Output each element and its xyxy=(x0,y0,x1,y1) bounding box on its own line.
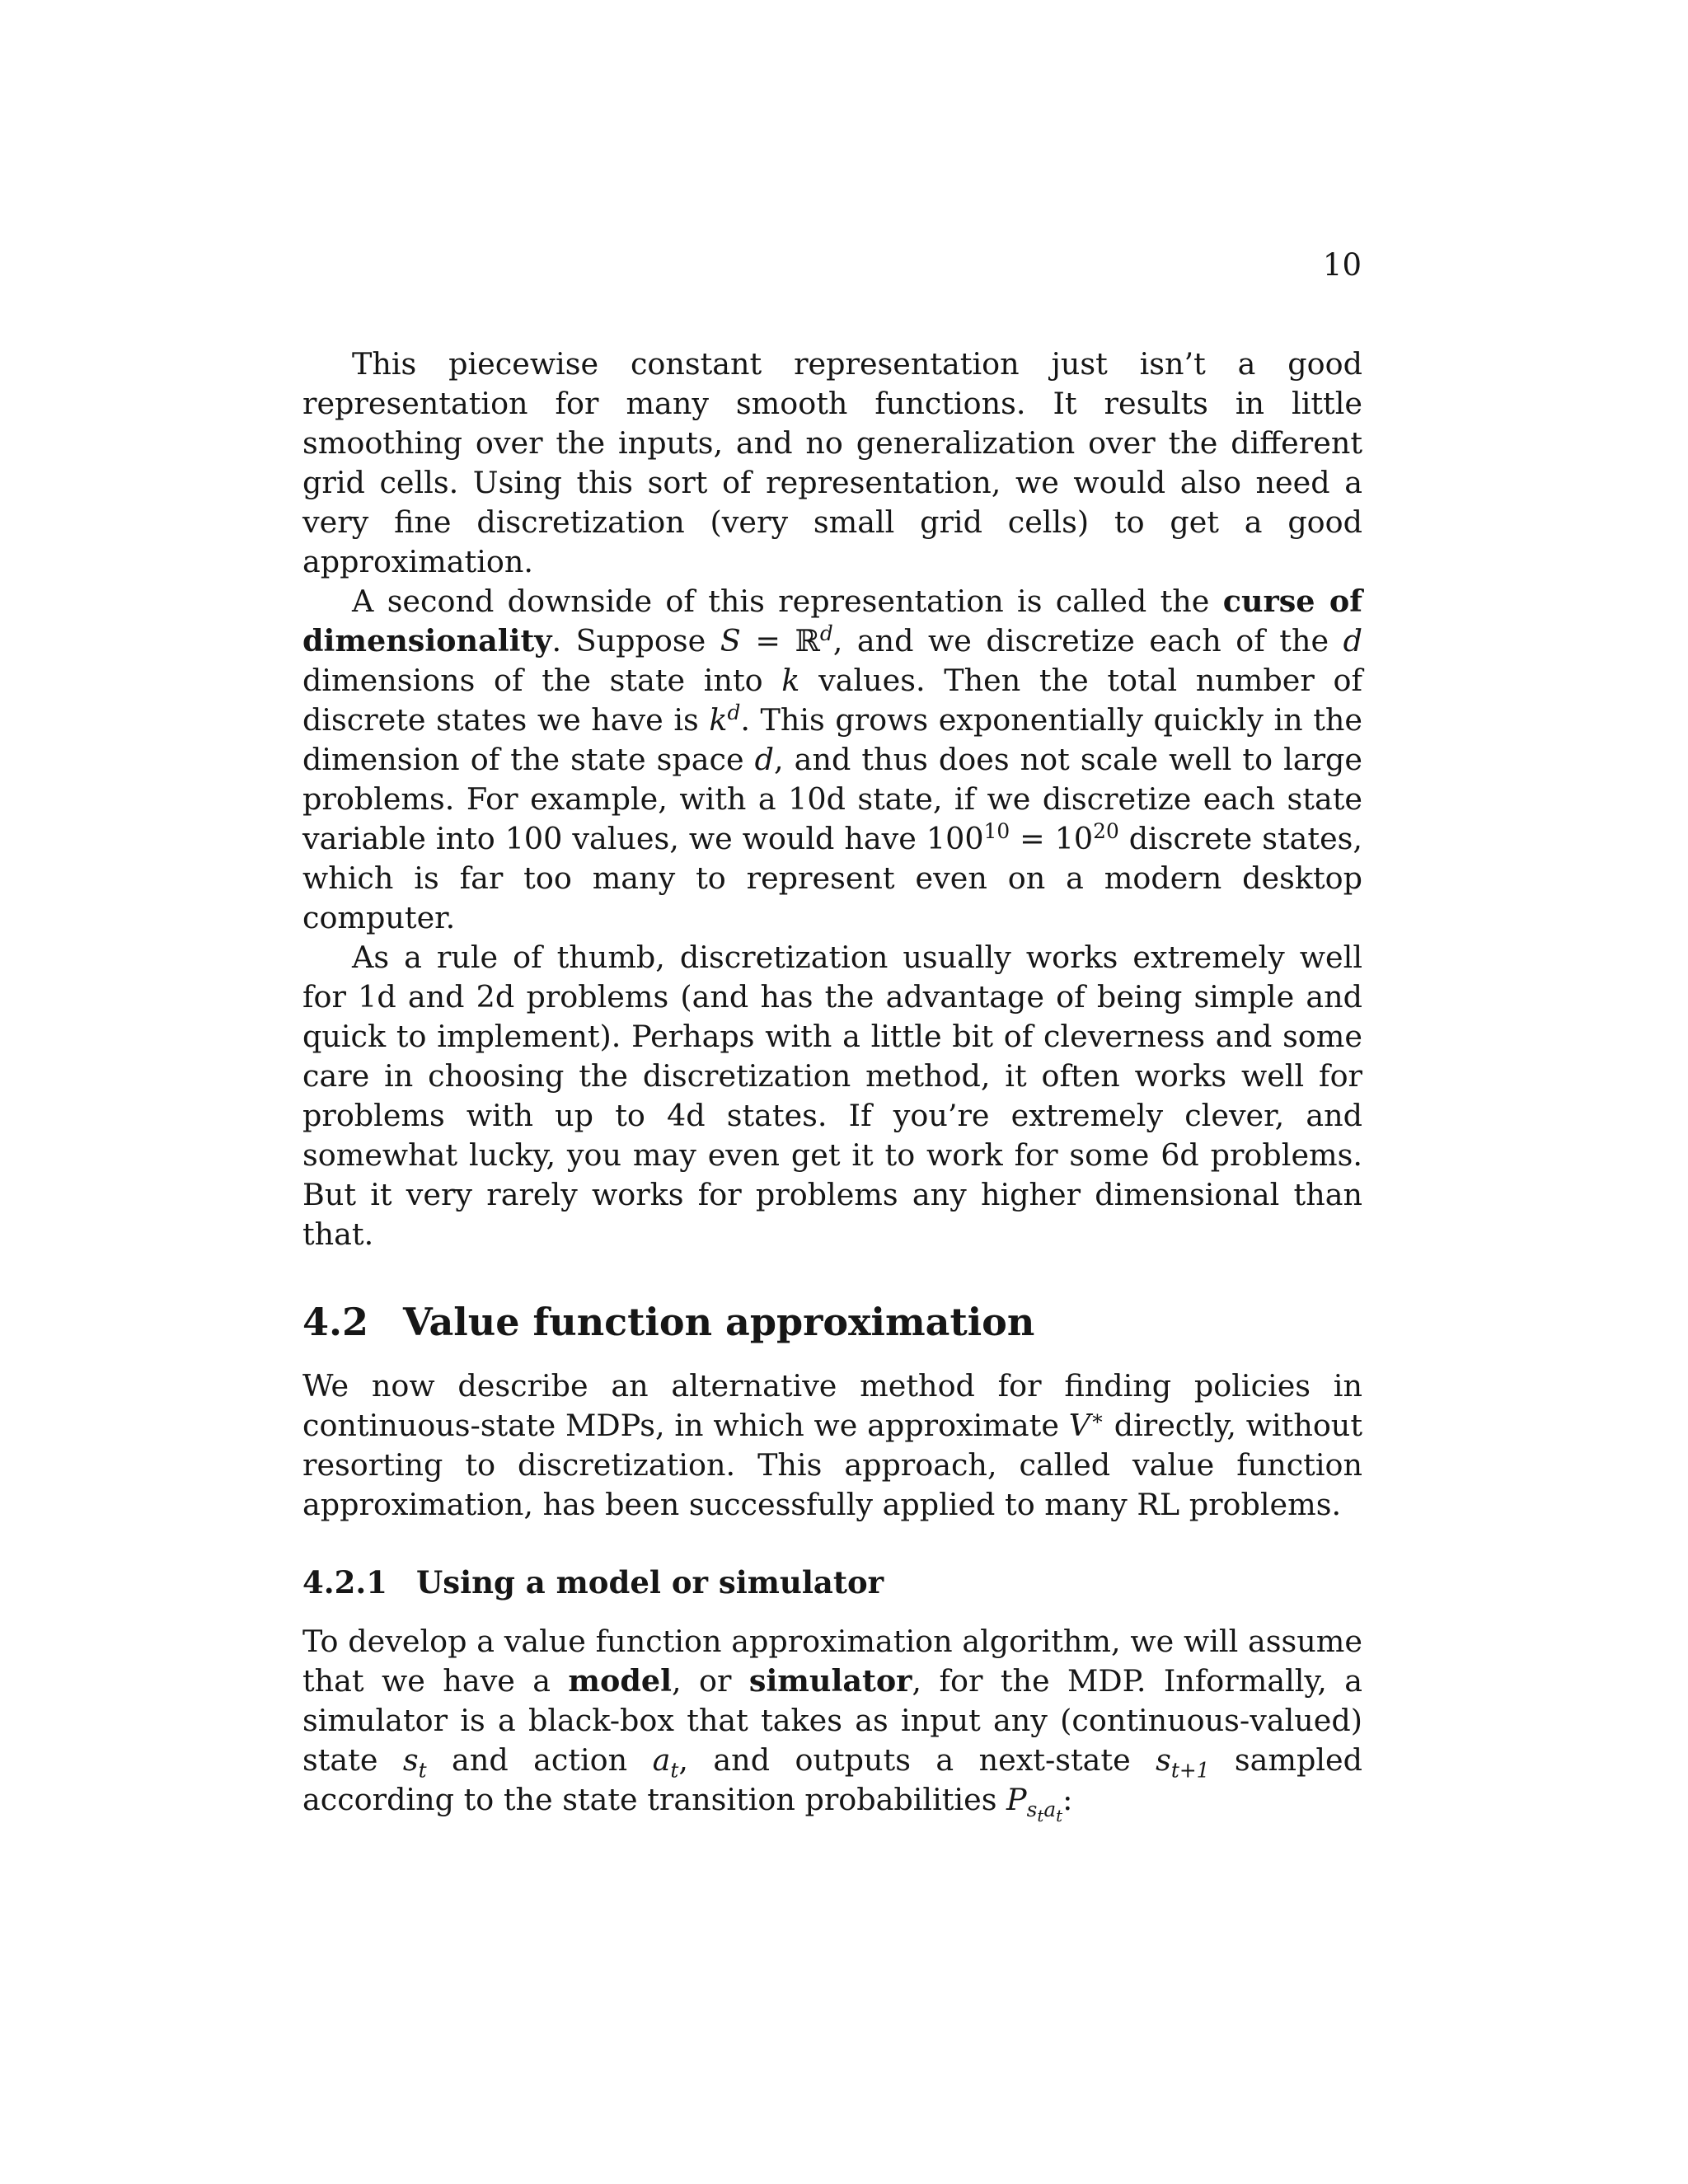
text-run: A second downside of this representation is called the xyxy=(352,583,1223,619)
math-symbol-d: d xyxy=(754,742,774,777)
math-equals: = xyxy=(1010,821,1055,856)
section-heading xyxy=(302,1299,1362,1345)
text-run: : xyxy=(1062,1782,1073,1817)
math-symbol-s: s xyxy=(402,1742,419,1778)
subsection-heading xyxy=(302,1563,1362,1602)
page-number: 10 xyxy=(1322,247,1362,283)
math-superscript-d: d xyxy=(819,621,833,645)
paragraph-curse-of-dimensionality xyxy=(302,582,1362,938)
text-run: . This grows exponentially quickly in the dimension of the state space xyxy=(302,702,1363,777)
text-run: , for the MDP. Informally, a simulator is a black-box that takes as input any (continuous-valued) state xyxy=(302,1663,1362,1778)
math-number: 10 xyxy=(1054,821,1094,856)
text-run: , or xyxy=(672,1663,749,1699)
paragraph-rule-of-thumb: As a rule of thumb, discretization usually works extremely well for 1d and 2d problems (and has the advantage of being simple and quick to implement). Perhaps with a little bit of cleverness and some care in choosing the discretization method, it often works well for problems with up to 4d states. If you’re extremely clever, and somewhat lucky, you may even get it to work for some 6d problems. But it very rarely works for problems any higher dimensional than that. xyxy=(302,940,1362,1252)
bold-term-simulator: simulator xyxy=(748,1663,912,1699)
math-symbol-S: S xyxy=(720,623,741,658)
math-superscript: 10 xyxy=(983,818,1010,843)
math-equals: = xyxy=(740,623,795,658)
math-superscript: 20 xyxy=(1093,818,1119,843)
math-symbol-s: s xyxy=(1156,1742,1171,1778)
math-symbol-k: k xyxy=(709,702,728,738)
math-superscript-star: ∗ xyxy=(1090,1405,1104,1430)
text-run: To develop a value function approximation algorithm, we will assume that we have a xyxy=(302,1624,1362,1699)
text-run: discrete states, which is far too many to represent even on a modern desktop computer. xyxy=(302,821,1362,935)
paragraph-simulator xyxy=(302,1622,1363,1826)
math-symbol-d: d xyxy=(1343,623,1362,658)
math-subscript-t-plus-1: t+1 xyxy=(1170,1758,1210,1783)
subsection-title: Using a model or simulator xyxy=(416,1564,884,1601)
bold-term-model: model xyxy=(568,1663,672,1699)
section-number: 4.2 xyxy=(302,1300,369,1344)
math-subscript-state-action xyxy=(1026,1797,1063,1826)
math-sub-s: s xyxy=(1026,1797,1038,1822)
text-run: . Suppose xyxy=(551,623,720,658)
text-run: dimensions of the state into xyxy=(302,663,782,698)
paragraph-value-function-intro xyxy=(302,1366,1362,1525)
math-sub-sub-t: t xyxy=(1056,1807,1063,1826)
text-run: directly, without resorting to discretization. This approach, called value function approximation, has been successfully applied to many RL problems. xyxy=(302,1408,1362,1522)
paragraph-piecewise-representation: This piecewise constant representation just isn’t a good representation for many smooth functions. It results in little smoothing over the inputs, and no generalization over the different grid cells. Using this sort of representation, we would also need a very fine discretization (very small grid cells) to get a good approximation. xyxy=(302,346,1362,579)
math-symbol-reals: ℝ xyxy=(795,623,820,658)
math-symbol-a: a xyxy=(652,1742,671,1778)
math-superscript-d: d xyxy=(727,700,741,724)
text-column xyxy=(302,344,1363,1826)
text-run: , and outputs a next-state xyxy=(678,1742,1156,1778)
bold-term-curse-of-dimensionality: curse of dimensionality xyxy=(302,583,1362,658)
math-subscript-t: t xyxy=(418,1758,427,1783)
math-number: 100 xyxy=(926,821,984,856)
text-run: values. Then the total number of discrete states we have is xyxy=(302,663,1362,738)
section-title: Value function approximation xyxy=(403,1300,1035,1344)
subsection-number: 4.2.1 xyxy=(302,1564,387,1601)
math-sub-sub-t: t xyxy=(1037,1807,1044,1826)
text-run: sampled according to the state transition probabilities xyxy=(302,1742,1363,1817)
math-symbol-P: P xyxy=(1006,1782,1027,1817)
text-run: and action xyxy=(426,1742,653,1778)
text-run: , and thus does not scale well to large problems. For example, with a 10d state, if we discretize each state variable into 100 values, we would have xyxy=(302,742,1362,856)
math-symbol-V: V xyxy=(1068,1408,1091,1443)
math-symbol-k: k xyxy=(781,663,800,698)
math-subscript-t: t xyxy=(670,1758,679,1783)
text-run: , and we discretize each of the xyxy=(832,623,1343,658)
math-sub-a: a xyxy=(1043,1797,1057,1822)
text-run: We now describe an alternative method for finding policies in continuous-state MDPs, in which we approximate xyxy=(302,1368,1362,1443)
